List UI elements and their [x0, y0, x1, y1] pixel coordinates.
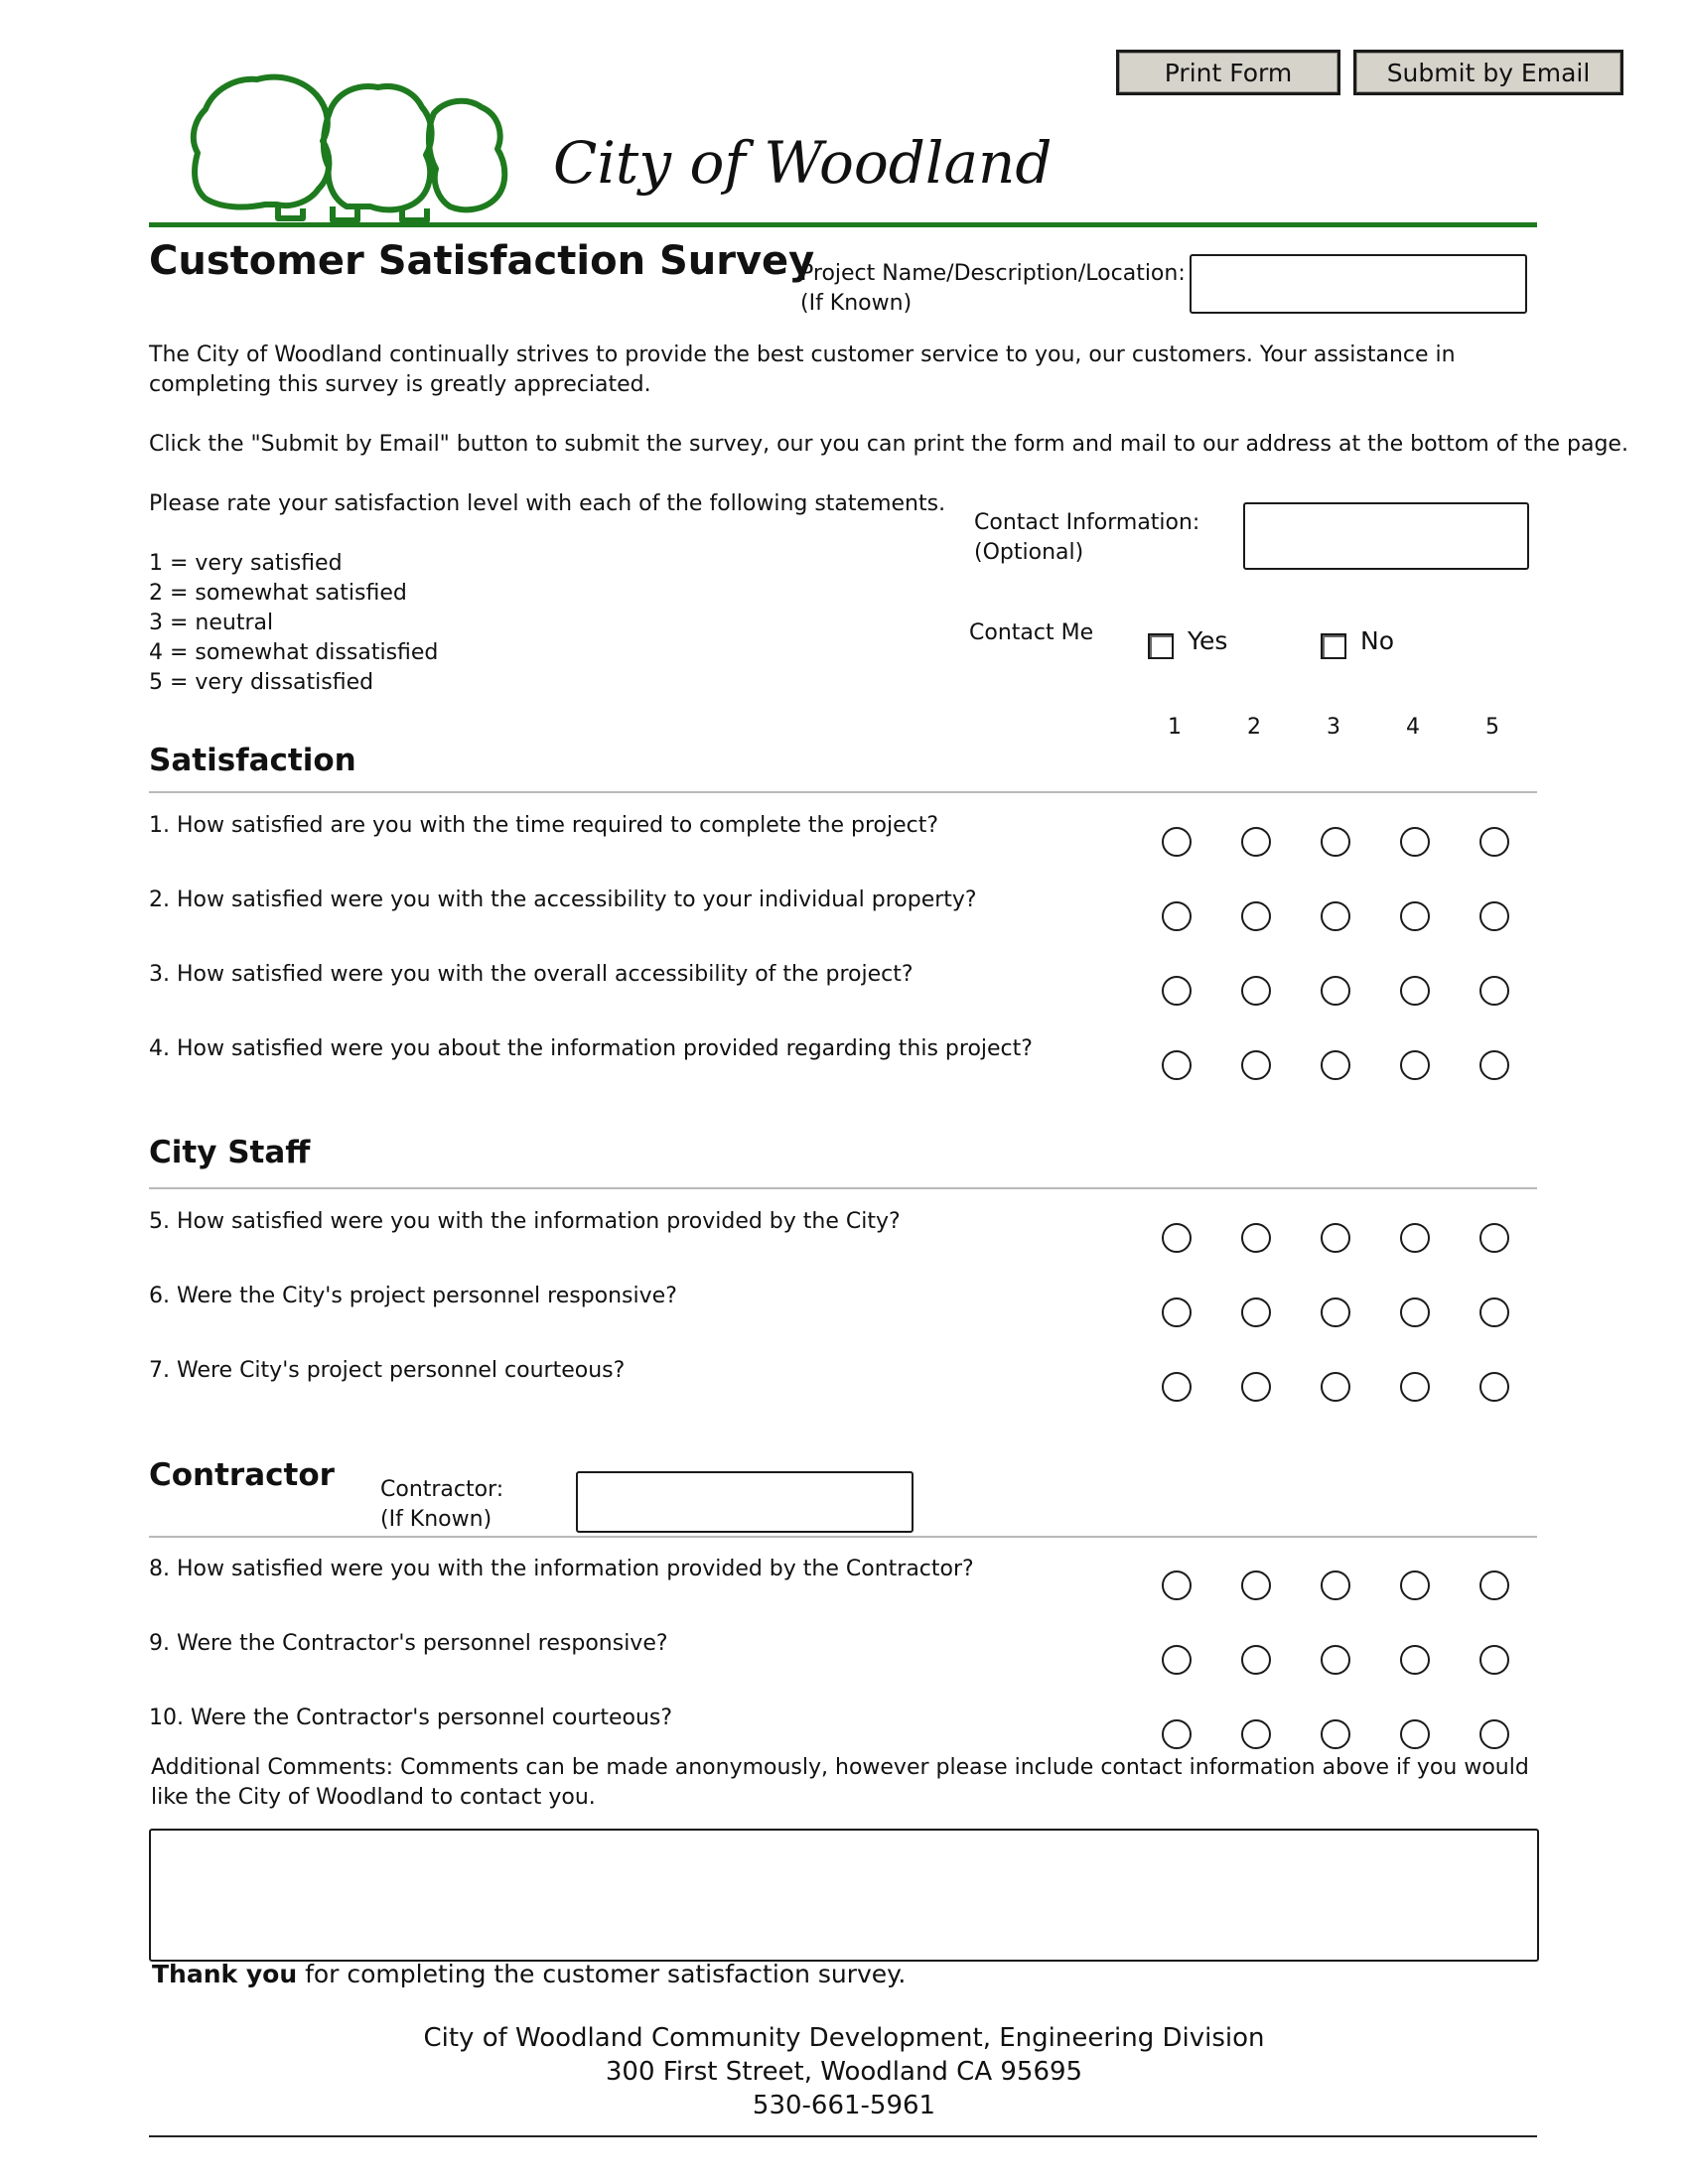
q9-rating-2-radio[interactable] [1241, 1645, 1271, 1675]
q2-rating-2-radio[interactable] [1241, 901, 1271, 931]
contact-me-label: Contact Me [969, 620, 1094, 645]
scale-item-3: 3 = neutral [149, 611, 274, 635]
section-divider [149, 1187, 1537, 1189]
scale-item-4: 4 = somewhat dissatisfied [149, 640, 439, 665]
q6-rating-4-radio[interactable] [1400, 1297, 1430, 1327]
instructions-paragraph: Click the "Submit by Email" button to submit the survey, our you can print the form and mail to our address at the bottom of the page. [149, 432, 1628, 457]
print-form-button[interactable]: Print Form [1116, 50, 1340, 95]
q6-rating-3-radio[interactable] [1321, 1297, 1350, 1327]
q3-rating-3-radio[interactable] [1321, 976, 1350, 1006]
q5-rating-1-radio[interactable] [1162, 1223, 1192, 1253]
page-title: Customer Satisfaction Survey [149, 238, 815, 284]
q10-rating-4-radio[interactable] [1400, 1719, 1430, 1749]
contact-label-note: (Optional) [974, 540, 1084, 565]
q9-rating-1-radio[interactable] [1162, 1645, 1192, 1675]
q3-rating-2-radio[interactable] [1241, 976, 1271, 1006]
q7-rating-3-radio[interactable] [1321, 1372, 1350, 1402]
q9-rating-3-radio[interactable] [1321, 1645, 1350, 1675]
q1-rating-2-radio[interactable] [1241, 827, 1271, 857]
contractor-label-note: (If Known) [380, 1507, 492, 1532]
q3-rating-1-radio[interactable] [1162, 976, 1192, 1006]
project-input[interactable] [1190, 254, 1527, 314]
section-heading-city-staff: City Staff [149, 1135, 311, 1170]
intro-paragraph: The City of Woodland continually strives to provide the best customer service to you, our customers. Your assistance in completing this survey is greatly appreciated. [149, 342, 1456, 397]
q10-rating-1-radio[interactable] [1162, 1719, 1192, 1749]
q5-rating-5-radio[interactable] [1479, 1223, 1509, 1253]
section-heading-contractor: Contractor [149, 1457, 335, 1493]
submit-by-email-button[interactable]: Submit by Email [1353, 50, 1623, 95]
thank-you-text: for completing the customer satisfaction survey. [297, 1960, 907, 1988]
q4-rating-4-radio[interactable] [1400, 1050, 1430, 1080]
section-heading-satisfaction: Satisfaction [149, 743, 356, 778]
question-8: 8. How satisfied were you with the information provided by the Contractor? [149, 1557, 974, 1581]
q3-rating-5-radio[interactable] [1479, 976, 1509, 1006]
q9-rating-4-radio[interactable] [1400, 1645, 1430, 1675]
question-7: 7. Were City's project personnel courteous? [149, 1358, 626, 1383]
q9-rating-5-radio[interactable] [1479, 1645, 1509, 1675]
rating-instructions: Please rate your satisfaction level with each of the following statements. [149, 491, 946, 516]
q10-rating-3-radio[interactable] [1321, 1719, 1350, 1749]
q7-rating-2-radio[interactable] [1241, 1372, 1271, 1402]
q4-rating-1-radio[interactable] [1162, 1050, 1192, 1080]
project-label: Project Name/Description/Location: [800, 261, 1186, 286]
section-divider [149, 791, 1537, 793]
q8-rating-5-radio[interactable] [1479, 1570, 1509, 1600]
q2-rating-5-radio[interactable] [1479, 901, 1509, 931]
q7-rating-1-radio[interactable] [1162, 1372, 1192, 1402]
contact-no-checkbox[interactable] [1321, 633, 1346, 659]
q1-rating-3-radio[interactable] [1321, 827, 1350, 857]
contact-info-input[interactable] [1243, 502, 1529, 570]
column-header-2: 2 [1247, 715, 1261, 740]
column-header-3: 3 [1327, 715, 1340, 740]
question-3: 3. How satisfied were you with the overall accessibility of the project? [149, 962, 914, 987]
column-header-5: 5 [1485, 715, 1499, 740]
q10-rating-5-radio[interactable] [1479, 1719, 1509, 1749]
q6-rating-1-radio[interactable] [1162, 1297, 1192, 1327]
contact-no-label: No [1360, 626, 1394, 655]
q8-rating-4-radio[interactable] [1400, 1570, 1430, 1600]
header-divider [149, 222, 1537, 227]
q2-rating-3-radio[interactable] [1321, 901, 1350, 931]
q7-rating-5-radio[interactable] [1479, 1372, 1509, 1402]
footer-address: 300 First Street, Woodland CA 95695 [605, 2057, 1083, 2087]
tree-logo [184, 69, 531, 228]
q7-rating-4-radio[interactable] [1400, 1372, 1430, 1402]
q5-rating-3-radio[interactable] [1321, 1223, 1350, 1253]
q6-rating-2-radio[interactable] [1241, 1297, 1271, 1327]
contact-yes-label: Yes [1188, 626, 1228, 655]
section-divider [149, 1536, 1537, 1538]
q5-rating-2-radio[interactable] [1241, 1223, 1271, 1253]
q3-rating-4-radio[interactable] [1400, 976, 1430, 1006]
q2-rating-4-radio[interactable] [1400, 901, 1430, 931]
q5-rating-4-radio[interactable] [1400, 1223, 1430, 1253]
q2-rating-1-radio[interactable] [1162, 901, 1192, 931]
question-10: 10. Were the Contractor's personnel courteous? [149, 1706, 673, 1730]
q10-rating-2-radio[interactable] [1241, 1719, 1271, 1749]
q8-rating-2-radio[interactable] [1241, 1570, 1271, 1600]
thank-you-bold: Thank you [152, 1960, 298, 1988]
q4-rating-3-radio[interactable] [1321, 1050, 1350, 1080]
question-5: 5. How satisfied were you with the information provided by the City? [149, 1209, 901, 1234]
scale-item-1: 1 = very satisfied [149, 551, 343, 576]
question-4: 4. How satisfied were you about the information provided regarding this project? [149, 1036, 1033, 1061]
question-2: 2. How satisfied were you with the accessibility to your individual property? [149, 887, 977, 912]
contractor-input[interactable] [576, 1471, 914, 1533]
q1-rating-1-radio[interactable] [1162, 827, 1192, 857]
contact-label: Contact Information: [974, 510, 1200, 535]
city-name-logo-text: City of Woodland [553, 129, 1053, 197]
question-6: 6. Were the City's project personnel responsive? [149, 1284, 677, 1308]
footer-phone: 530-661-5961 [752, 2091, 936, 2120]
question-1: 1. How satisfied are you with the time required to complete the project? [149, 813, 939, 838]
column-header-4: 4 [1406, 715, 1420, 740]
thank-you-line [152, 1960, 906, 1988]
contact-yes-checkbox[interactable] [1148, 633, 1174, 659]
scale-item-5: 5 = very dissatisfied [149, 670, 374, 695]
q1-rating-5-radio[interactable] [1479, 827, 1509, 857]
comments-textarea[interactable] [149, 1829, 1539, 1962]
q1-rating-4-radio[interactable] [1400, 827, 1430, 857]
footer-department: City of Woodland Community Development, Engineering Division [423, 2023, 1265, 2053]
footer-divider [149, 2135, 1537, 2137]
scale-item-2: 2 = somewhat satisfied [149, 581, 407, 606]
q4-rating-2-radio[interactable] [1241, 1050, 1271, 1080]
q4-rating-5-radio[interactable] [1479, 1050, 1509, 1080]
comments-label: Additional Comments: Comments can be made anonymously, however please include contact information above if you would like the City of Woodland to contact you. [151, 1755, 1529, 1810]
q8-rating-1-radio[interactable] [1162, 1570, 1192, 1600]
q6-rating-5-radio[interactable] [1479, 1297, 1509, 1327]
column-header-1: 1 [1168, 715, 1182, 740]
project-label-note: (If Known) [800, 291, 913, 316]
q8-rating-3-radio[interactable] [1321, 1570, 1350, 1600]
question-9: 9. Were the Contractor's personnel responsive? [149, 1631, 668, 1656]
contractor-label: Contractor: [380, 1477, 504, 1502]
